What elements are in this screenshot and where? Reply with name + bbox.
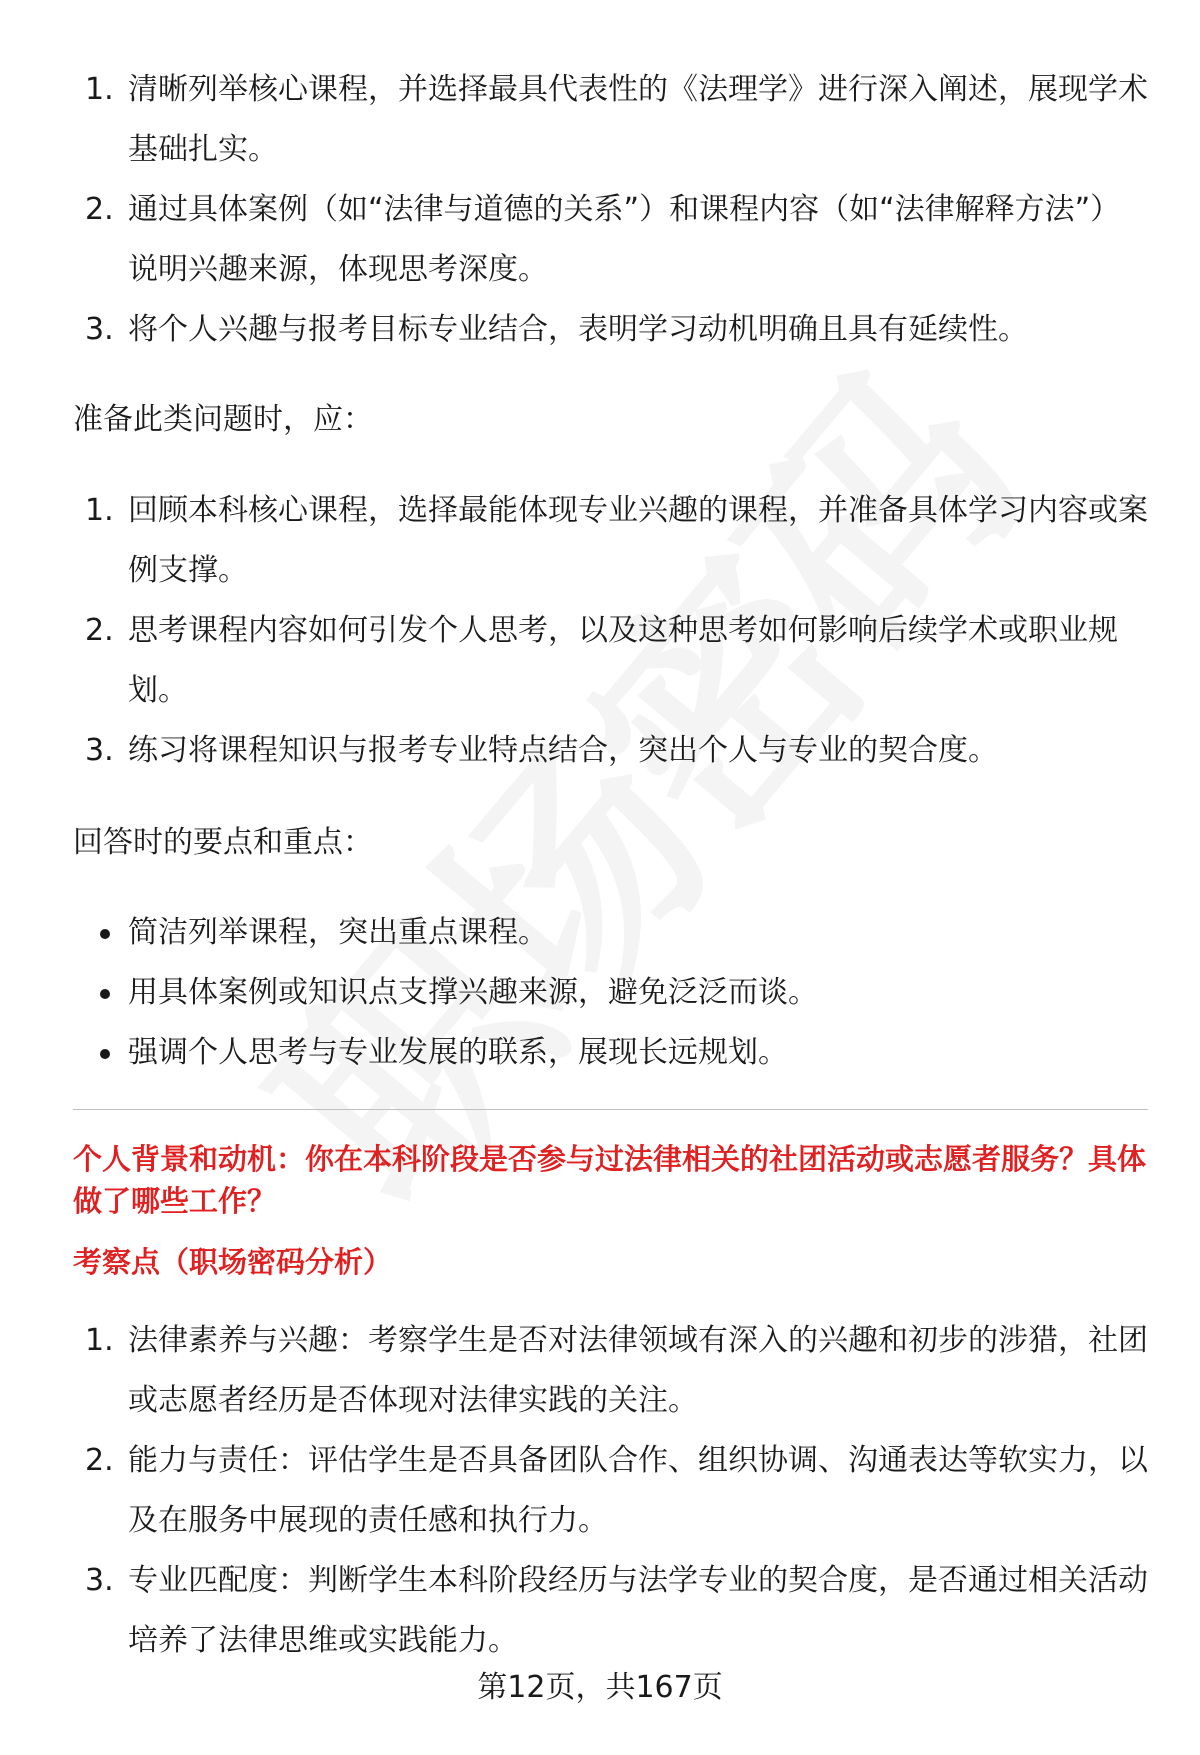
- section-divider: [73, 1109, 1148, 1110]
- list-item: [73, 963, 1148, 1023]
- list-number: 3.: [85, 312, 114, 347]
- list-text: 回顾本科核心课程，选择最能体现专业兴趣的课程，并准备具体学习内容或案例支撑。: [128, 493, 1148, 588]
- list-text: 用具体案例或知识点支撑兴趣来源，避免泛泛而谈。: [128, 975, 818, 1010]
- list-text: 法律素养与兴趣：考察学生是否对法律领域有深入的兴趣和初步的涉猎，社团或志愿者经历是否体现对法律实践的关注。: [128, 1323, 1148, 1418]
- list-item: [73, 1023, 1148, 1083]
- list-number: 2.: [85, 192, 114, 227]
- list-key-points: [73, 903, 1148, 1083]
- list-text: 强调个人思考与专业发展的联系，展现长远规划。: [128, 1035, 788, 1070]
- list-number: 3.: [85, 733, 114, 768]
- subheading-assessment: 考察点（职场密码分析）: [73, 1245, 393, 1279]
- list-number: 1.: [85, 72, 114, 107]
- list-item: [73, 60, 1148, 180]
- bullet-icon: [100, 929, 110, 939]
- list-number: 2.: [85, 1443, 114, 1478]
- list-item: [73, 1431, 1148, 1551]
- page-content: [73, 60, 1148, 1671]
- list-summary: [73, 60, 1148, 360]
- paragraph-prepare: 准备此类问题时，应：: [73, 402, 373, 437]
- list-text: 将个人兴趣与报考目标专业结合，表明学习动机明确且具有延续性。: [128, 312, 1028, 347]
- list-item: [73, 903, 1148, 963]
- list-number: 1.: [85, 493, 114, 528]
- list-text: 通过具体案例（如“法律与道德的关系”）和课程内容（如“法律解释方法”）说明兴趣来源，体现思考深度。: [128, 192, 1121, 287]
- question-heading: 个人背景和动机：你在本科阶段是否参与过法律相关的社团活动或志愿者服务？具体做了哪些工作？: [73, 1142, 1147, 1218]
- list-item: [73, 601, 1148, 721]
- bullet-icon: [100, 989, 110, 999]
- bullet-icon: [100, 1049, 110, 1059]
- list-number: 1.: [85, 1323, 114, 1358]
- paragraph-key-points: 回答时的要点和重点：: [73, 825, 373, 860]
- list-text: 思考课程内容如何引发个人思考，以及这种思考如何影响后续学术或职业规划。: [128, 613, 1118, 708]
- list-item: [73, 721, 1148, 781]
- list-number: 3.: [85, 1563, 114, 1598]
- list-text: 练习将课程知识与报考专业特点结合，突出个人与专业的契合度。: [128, 733, 998, 768]
- list-prepare: [73, 481, 1148, 781]
- list-text: 专业匹配度：判断学生本科阶段经历与法学专业的契合度，是否通过相关活动培养了法律思维或实践能力。: [128, 1563, 1148, 1658]
- list-text: 能力与责任：评估学生是否具备团队合作、组织协调、沟通表达等软实力，以及在服务中展现的责任感和执行力。: [128, 1443, 1148, 1538]
- list-assessment: [73, 1311, 1148, 1671]
- list-item: [73, 300, 1148, 360]
- list-item: [73, 481, 1148, 601]
- list-number: 2.: [85, 613, 114, 648]
- list-item: [73, 180, 1148, 300]
- list-item: [73, 1551, 1148, 1671]
- list-item: [73, 1311, 1148, 1431]
- page-number: 第12页，共167页: [477, 1670, 723, 1705]
- list-text: 清晰列举核心课程，并选择最具代表性的《法理学》进行深入阐述，展现学术基础扎实。: [128, 72, 1148, 167]
- list-text: 简洁列举课程，突出重点课程。: [128, 915, 548, 950]
